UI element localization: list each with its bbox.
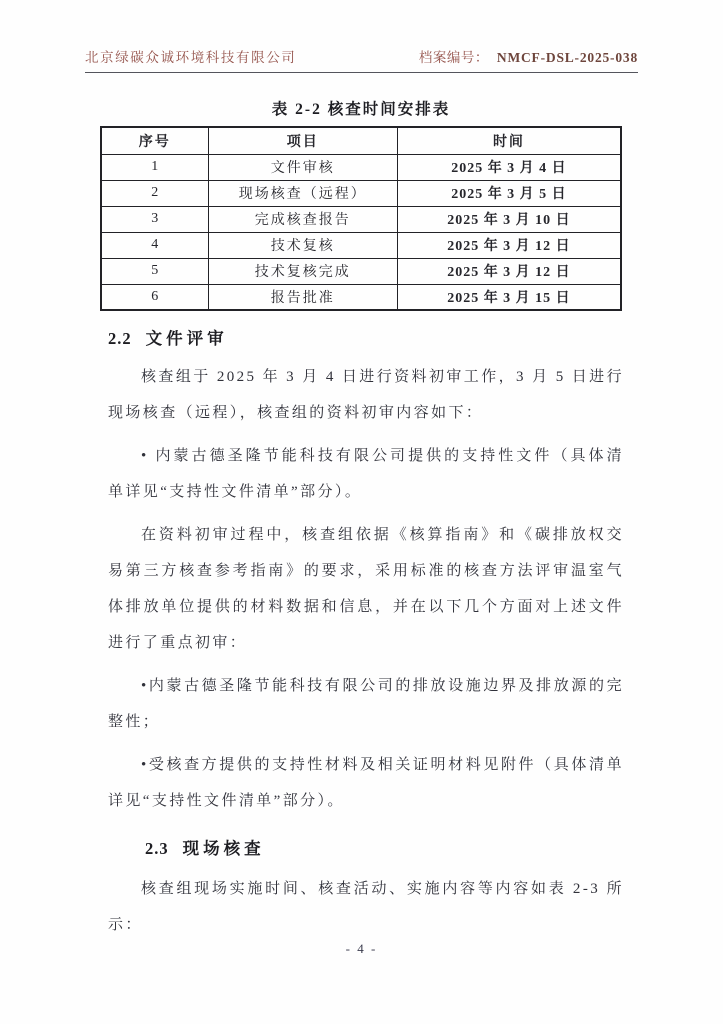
section-title: 现场核查 [182, 839, 265, 858]
page-content [100, 97, 622, 950]
archive-label: 档案编号： [418, 50, 489, 65]
cell-time: 2025 年 3 月 5 日 [397, 180, 621, 206]
table-row [101, 258, 621, 284]
page-number: - 4 - [345, 941, 378, 956]
table-row [101, 284, 621, 310]
company-name: 北京绿碳众诚环境科技有限公司 [85, 50, 297, 65]
bullet-paragraph: •内蒙古德圣隆节能科技有限公司的排放设施边界及排放源的完整性； [108, 678, 624, 730]
table-row [101, 154, 621, 180]
cell-seq: 5 [101, 258, 208, 284]
bullet-paragraph: • 内蒙古德圣隆节能科技有限公司提供的支持性文件（具体清单详见“支持性文件清单”部分）。 [108, 448, 624, 500]
section-number: 2.2 [108, 329, 132, 348]
bullet-paragraph: •受核查方提供的支持性材料及相关证明材料见附件（具体清单详见“支持性文件清单”部分）。 [108, 757, 624, 809]
table-title: 表 2-2 核查时间安排表 [271, 101, 451, 118]
table-row [101, 232, 621, 258]
section-title: 文件评审 [145, 329, 228, 348]
paragraph: 核查组于 2025 年 3 月 4 日进行资料初审工作，3 月 5 日进行现场核查（远程），核查组的资料初审内容如下： [108, 369, 624, 421]
section-number: 2.3 [145, 839, 169, 858]
paragraph: 核查组现场实施时间、核查活动、实施内容等内容如表 2-3 所示： [108, 881, 624, 933]
cell-seq: 1 [101, 154, 208, 180]
column-header-time: 时间 [397, 127, 621, 154]
cell-time: 2025 年 3 月 12 日 [397, 258, 621, 284]
table-row [101, 180, 621, 206]
cell-item: 完成核查报告 [208, 206, 397, 232]
cell-time: 2025 年 3 月 10 日 [397, 206, 621, 232]
column-header-seq: 序号 [101, 127, 208, 154]
cell-item: 技术复核完成 [208, 258, 397, 284]
cell-seq: 6 [101, 284, 208, 310]
cell-seq: 3 [101, 206, 208, 232]
cell-time: 2025 年 3 月 12 日 [397, 232, 621, 258]
verification-schedule-table [100, 126, 622, 311]
section-heading-2-2 [108, 325, 622, 349]
table-header-row [101, 127, 621, 154]
cell-item: 文件审核 [208, 154, 397, 180]
cell-item: 现场核查（远程） [208, 180, 397, 206]
cell-item: 报告批准 [208, 284, 397, 310]
cell-item: 技术复核 [208, 232, 397, 258]
paragraph: 在资料初审过程中，核查组依据《核算指南》和《碳排放权交易第三方核查参考指南》的要求，采用标准的核查方法评审温室气体排放单位提供的材料数据和信息，并在以下几个方面对上述文件进行了重点初审： [108, 527, 624, 651]
cell-seq: 2 [101, 180, 208, 206]
section-heading-2-3 [145, 835, 622, 859]
cell-time: 2025 年 3 月 15 日 [397, 284, 621, 310]
table-row [101, 206, 621, 232]
column-header-item: 项目 [208, 127, 397, 154]
archive-number-group [419, 46, 638, 66]
cell-time: 2025 年 3 月 4 日 [397, 154, 621, 180]
archive-number: NMCF-DSL-2025-038 [496, 50, 638, 65]
page-header [85, 46, 638, 66]
cell-seq: 4 [101, 232, 208, 258]
header-rule [85, 72, 638, 73]
